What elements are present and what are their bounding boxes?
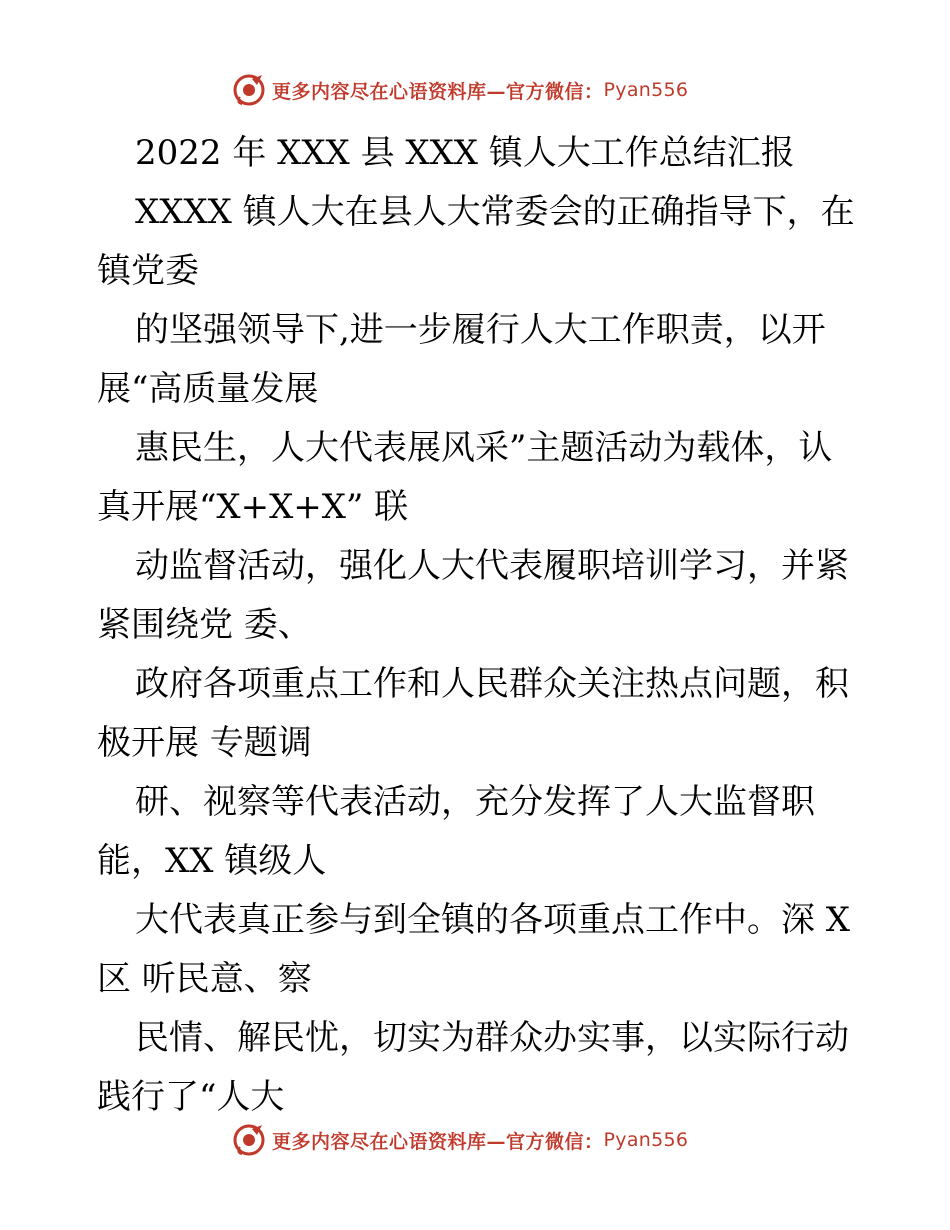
text-line: 镇党委	[97, 251, 199, 291]
text-line: 民情、解民忧，切实为群众办实事，以实际行动	[135, 1018, 849, 1058]
document-body	[97, 124, 857, 1127]
header-banner-contact: Pyan556	[603, 79, 689, 101]
footer-banner	[232, 1122, 712, 1158]
text-line: 践行了“人大	[97, 1077, 285, 1117]
text-line: 动监督活动，强化人大代表履职培训学习，并紧	[135, 546, 849, 586]
text-line: 紧围绕党 委、	[97, 605, 312, 645]
text-line: 能，XX 镇级人	[97, 841, 327, 881]
text-line: 惠民生，人大代表展风采”主题活动为载体，认	[135, 428, 833, 468]
text-line: 大代表真正参与到全镇的各项重点工作中。深 X	[135, 900, 851, 940]
text-line: 真开展“X+X+X” 联	[97, 487, 409, 527]
footer-banner-contact: Pyan556	[603, 1129, 689, 1151]
brand-logo-icon	[232, 1123, 266, 1157]
brand-logo-icon	[232, 73, 266, 107]
text-line: 区 听民意、察	[97, 959, 312, 999]
text-line: 极开展 专题调	[97, 723, 312, 763]
text-line: XXXX 镇人大在县人大常委会的正确指导下，在	[135, 192, 855, 232]
text-line: 政府各项重点工作和人民群众关注热点问题，积	[135, 664, 849, 704]
text-line: 展“高质量发展	[97, 369, 319, 409]
text-line: 研、视察等代表活动，充分发挥了人大监督职	[135, 782, 815, 822]
document-title: 2022 年 XXX 县 XXX 镇人大工作总结汇报	[135, 133, 795, 173]
header-banner	[232, 72, 712, 108]
header-banner-text: 更多内容尽在心语资料库—官方微信：	[272, 80, 604, 103]
footer-banner-text: 更多内容尽在心语资料库—官方微信：	[272, 1130, 604, 1153]
text-line: 的坚强领导下,进一步履行人大工作职责，以开	[135, 310, 826, 350]
